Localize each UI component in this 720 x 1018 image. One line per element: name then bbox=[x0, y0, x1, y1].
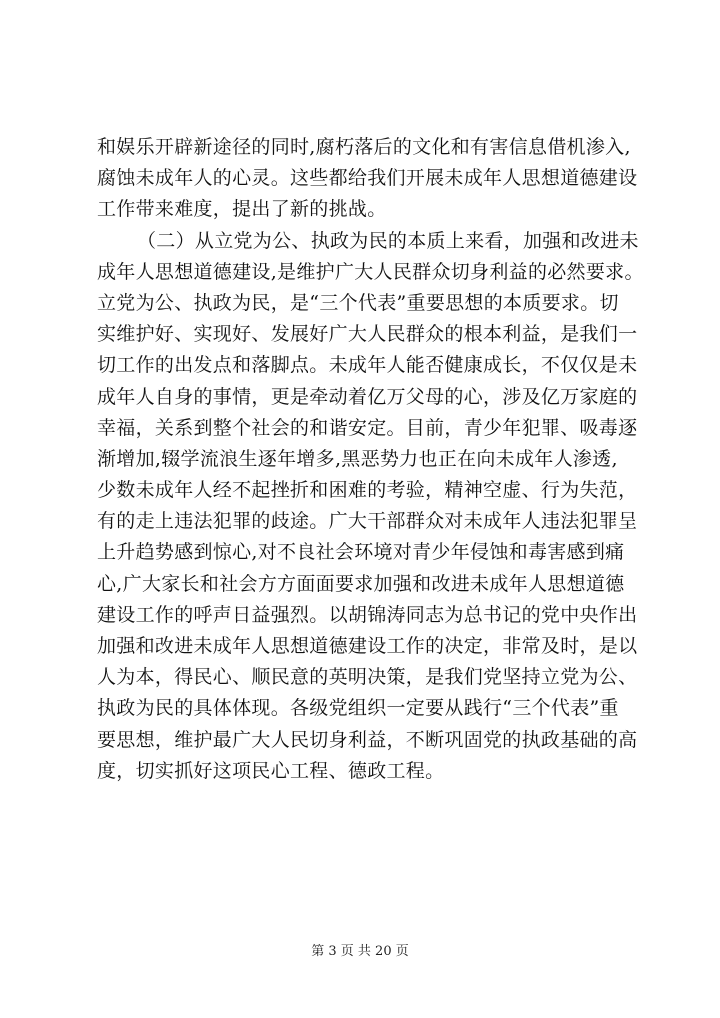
text-line: 度，切实抓好这项民心工程、德政工程。 bbox=[97, 759, 445, 782]
paragraph-start-line: （二）从立党为公、执政为民的本质上来看，加强和改进未 bbox=[137, 229, 639, 252]
text-line: 工作带来难度，提出了新的挑战。 bbox=[97, 198, 387, 221]
text-line: 心,广大家长和社会方方面面要求加强和改进未成年人思想道德 bbox=[97, 572, 625, 595]
text-line: 要思想，维护最广大人民切身利益，不断巩固党的执政基础的高 bbox=[97, 728, 638, 751]
text-line: 实维护好、实现好、发展好广大人民群众的根本利益，是我们一 bbox=[97, 323, 638, 346]
text-line: 加强和改进未成年人思想道德建设工作的决定，非常及时，是以 bbox=[97, 635, 638, 657]
text-line: 人为本，得民心、顺民意的英明决策，是我们党坚持立党为公、 bbox=[97, 666, 638, 689]
text-line: 立党为公、执政为民，是“三个代表”重要思想的本质要求。切 bbox=[97, 291, 619, 314]
text-line: 有的走上违法犯罪的歧途。广大干部群众对未成年人违法犯罪呈 bbox=[97, 510, 638, 533]
text-line: 执政为民的具体体现。各级党组织一定要从践行“三个代表”重 bbox=[97, 697, 619, 720]
page-number-footer: 第 3 页 共 20 页 bbox=[311, 944, 409, 959]
text-line: 建设工作的呼声日益强烈。以胡锦涛同志为总书记的党中央作出 bbox=[97, 603, 638, 626]
text-line: 和娱乐开辟新途径的同时,腐朽落后的文化和有害信息借机渗入, bbox=[97, 136, 631, 158]
text-line: 腐蚀未成年人的心灵。这些都给我们开展未成年人思想道德建设 bbox=[97, 167, 638, 190]
text-line: 少数未成年人经不起挫折和困难的考验，精神空虚、行为失范， bbox=[97, 479, 638, 502]
text-line: 幸福，关系到整个社会的和谐安定。目前，青少年犯罪、吸毒逐 bbox=[97, 416, 638, 439]
text-line: 切工作的出发点和落脚点。未成年人能否健康成长，不仅仅是未 bbox=[97, 354, 638, 377]
text-line: 渐增加,辍学流浪生逐年增多,黑恶势力也正在向未成年人渗透, bbox=[97, 447, 618, 470]
body-text bbox=[97, 132, 657, 787]
text-line: 成年人自身的事情，更是牵动着亿万父母的心，涉及亿万家庭的 bbox=[97, 385, 638, 408]
text-line: 上升趋势感到惊心,对不良社会环境对青少年侵蚀和毒害感到痛 bbox=[97, 541, 625, 564]
text-line: 成年人思想道德建设,是维护广大人民群众切身利益的必然要求。 bbox=[97, 260, 644, 283]
